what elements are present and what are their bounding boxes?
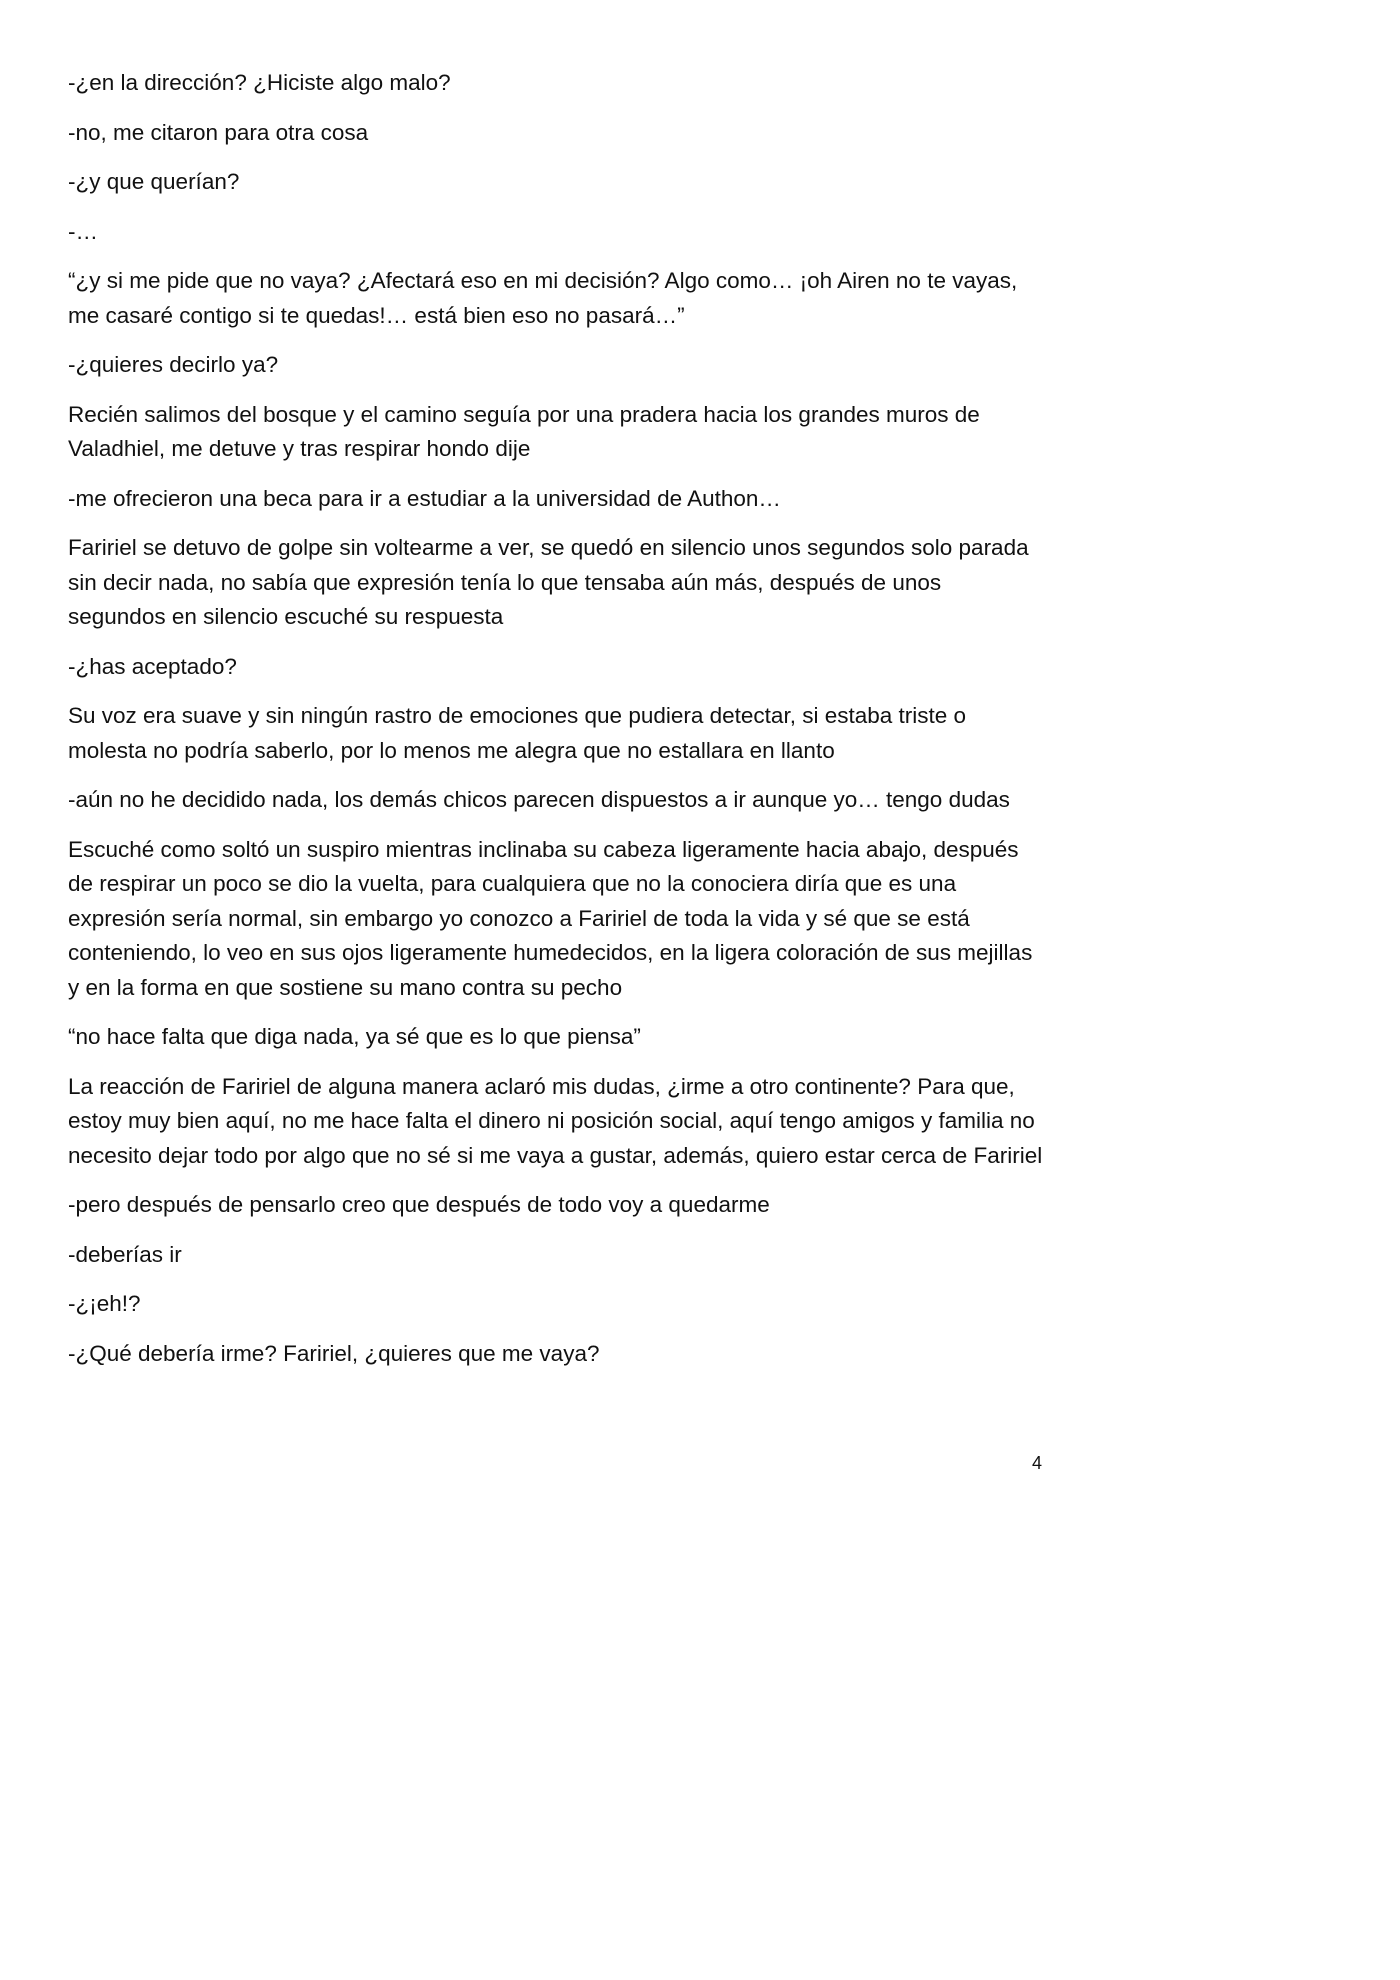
paragraph: Su voz era suave y sin ningún rastro de emociones que pudiera detectar, si estaba triste o molesta no podría saberlo, por lo menos me alegra que no estallara en llanto bbox=[68, 703, 967, 763]
paragraph: -¿y que querían? bbox=[68, 169, 240, 194]
paragraph: -no, me citaron para otra cosa bbox=[68, 119, 369, 145]
paragraph: -pero después de pensarlo creo que después de todo voy a quedarme bbox=[68, 1192, 770, 1217]
paragraph: -¿quieres decirlo ya? bbox=[68, 352, 279, 377]
paragraph: -me ofrecieron una beca para ir a estudiar a la universidad de Authon… bbox=[68, 485, 781, 511]
paragraph: -¿¡eh!? bbox=[68, 1291, 141, 1316]
paragraph: -aún no he decidido nada, los demás chicos parecen dispuestos a ir aunque yo… tengo dudas bbox=[68, 787, 1010, 812]
paragraph: “no hace falta que diga nada, ya sé que es lo que piensa” bbox=[68, 1024, 641, 1049]
paragraph: -¿has aceptado? bbox=[68, 653, 237, 679]
page-body bbox=[68, 66, 1043, 1386]
paragraph: Recién salimos del bosque y el camino seguía por una pradera hacia los grandes muros de Valadhiel, me detuve y tras respirar hondo dije bbox=[68, 401, 980, 461]
paragraph: Faririel se detuvo de golpe sin voltearme a ver, se quedó en silencio unos segundos solo parada sin decir nada, no sabía que expresión tenía lo que tensaba aún más, después de unos segundos en silencio escuché su respuesta bbox=[68, 535, 1029, 629]
paragraph: “¿y si me pide que no vaya? ¿Afectará eso en mi decisión? Algo como… ¡oh Airen no te vayas, me casaré contigo si te quedas!… está bien eso no pasará…” bbox=[68, 268, 1018, 328]
paragraph: Escuché como soltó un suspiro mientras inclinaba su cabeza ligeramente hacia abajo, después de respirar un poco se dio la vuelta, para cualquiera que no la conociera diría que es una expresión sería normal, sin embargo yo conozco a Faririel de toda la vida y sé que se está conteniendo, lo veo en sus ojos ligeramente humedecidos, en la ligera coloración de sus mejillas y en la forma en que sostiene su mano contra su pecho bbox=[68, 836, 1033, 1000]
paragraph: -deberías ir bbox=[68, 1241, 182, 1267]
page-number: 4 bbox=[1031, 1453, 1042, 1473]
paragraph: La reacción de Faririel de alguna manera aclaró mis dudas, ¿irme a otro continente? Para que, estoy muy bien aquí, no me hace falta el dinero ni posición social, aquí tengo amigos y familia no necesito dejar todo por algo que no sé si me vaya a gustar, además, quiero estar cerca de Faririel bbox=[68, 1073, 1043, 1168]
paragraph: -¿Qué debería irme? Faririel, ¿quieres que me vaya? bbox=[68, 1340, 600, 1366]
paragraph: -… bbox=[68, 218, 98, 244]
paragraph: -¿en la dirección? ¿Hiciste algo malo? bbox=[68, 70, 451, 95]
